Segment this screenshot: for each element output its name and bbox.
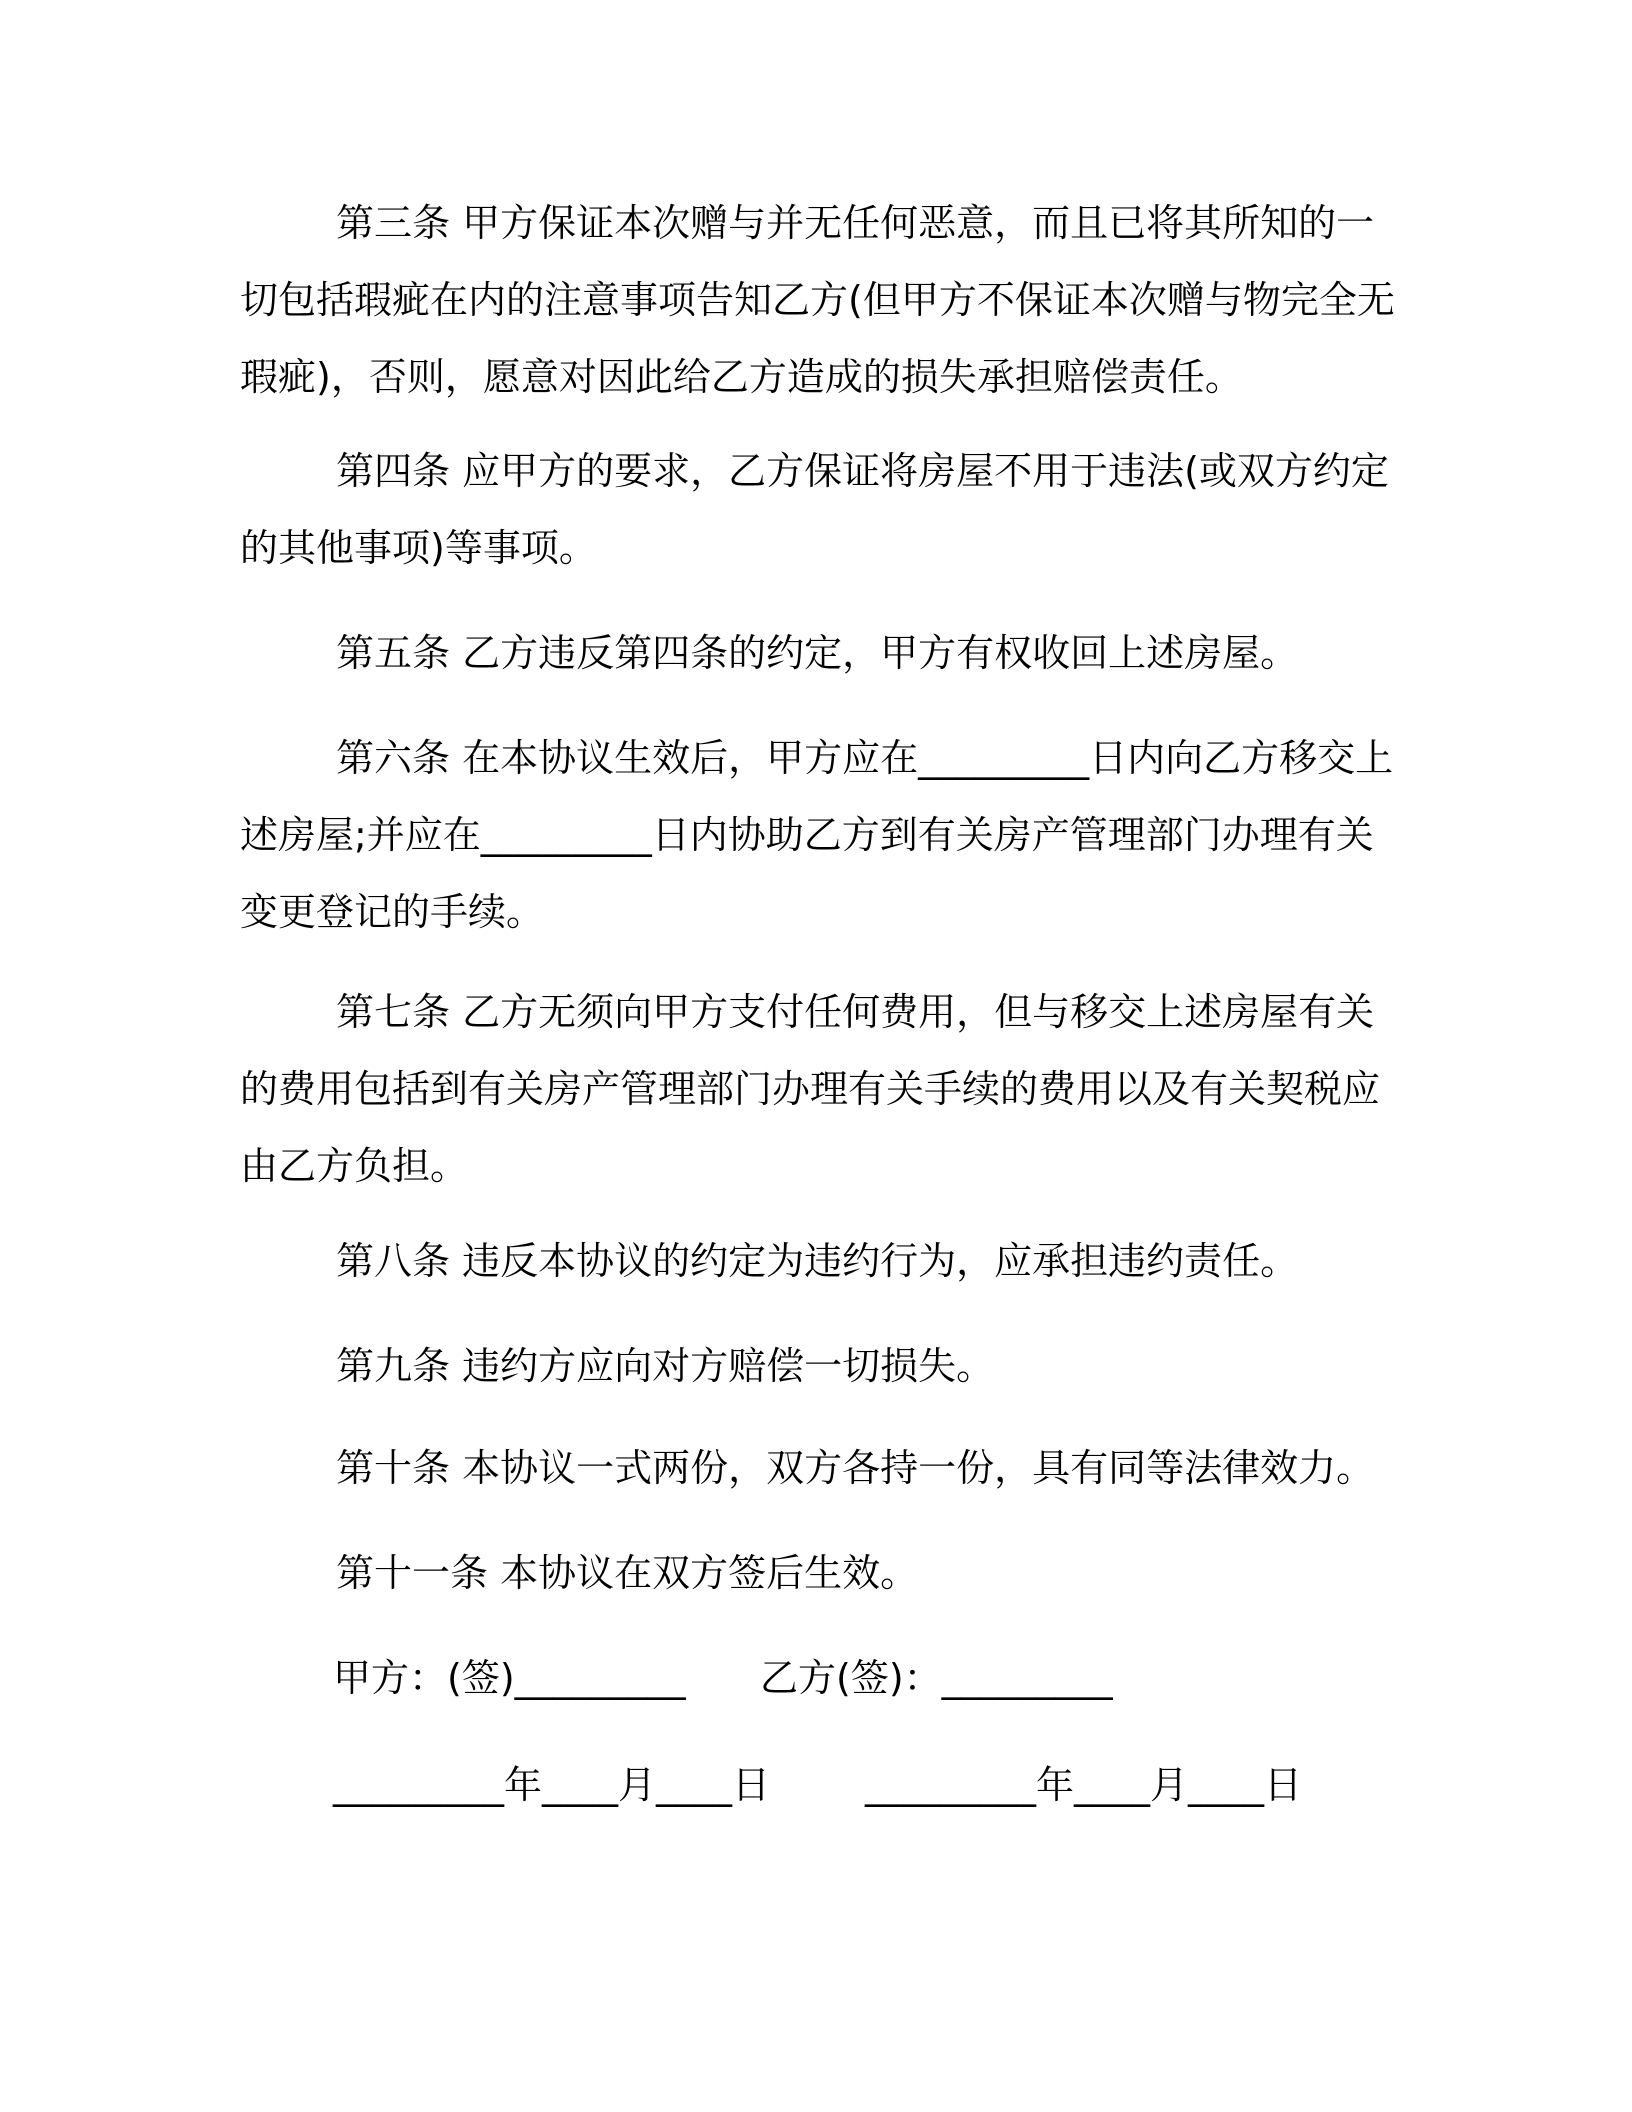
article-10: 第十条 本协议一式两份，双方各持一份，具有同等法律效力。 <box>336 1446 1375 1490</box>
article-6: 第六条 在本协议生效后，甲方应在_________日内向乙方移交上述房屋;并应在_________日内协助乙方到有关房产管理部门办理有关变更登记的手续。 <box>240 736 1394 934</box>
article-7: 第七条 乙方无须向甲方支付任何费用，但与移交上述房屋有关的费用包括到有关房产管理部门办理有关手续的费用以及有关契税应由乙方负担。 <box>240 990 1381 1188</box>
article-11: 第十一条 本协议在双方签后生效。 <box>336 1551 919 1595</box>
article-5: 第五条 乙方违反第四条的约定，甲方有权收回上述房屋。 <box>336 631 1299 675</box>
article-9: 第九条 违约方应向对方赔偿一切损失。 <box>336 1344 995 1388</box>
article-3: 第三条 甲方保证本次赠与并无任何恶意，而且已将其所知的一切包括瑕疵在内的注意事项告知乙方(但甲方不保证本次赠与物完全无瑕疵)，否则，愿意对因此给乙方造成的损失承担赔偿责任。 <box>240 201 1395 399</box>
date-party-a: _________年____月____日 <box>333 1763 771 1807</box>
date-party-b: _________年____月____日 <box>865 1763 1303 1807</box>
signature-party-b: 乙方(签)：_________ <box>760 1656 1113 1700</box>
article-8: 第八条 违反本协议的约定为违约行为，应承担违约责任。 <box>336 1239 1299 1283</box>
article-4: 第四条 应甲方的要求，乙方保证将房屋不用于违法(或双方约定的其他事项)等事项。 <box>240 449 1389 570</box>
signature-party-a: 甲方：(签)_________ <box>333 1656 686 1700</box>
